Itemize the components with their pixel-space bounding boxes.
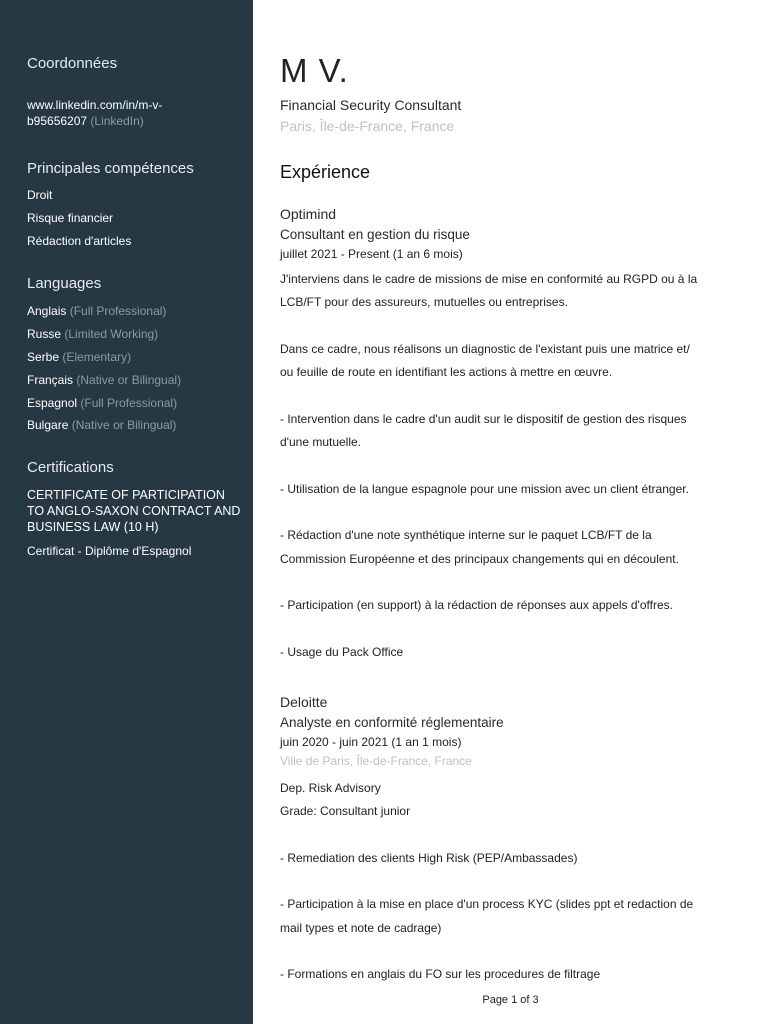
job-company: Optimind xyxy=(280,206,337,222)
language-item xyxy=(27,326,245,342)
contact-heading: Coordonnées xyxy=(27,55,118,72)
language-item xyxy=(27,372,245,388)
language-level: (Native or Bilingual) xyxy=(76,373,182,387)
language-level: (Native or Bilingual) xyxy=(71,418,177,432)
job-company: Deloitte xyxy=(280,694,328,710)
description-line: LCB/FT pour des assureurs, mutuelles ou entreprises. xyxy=(280,295,568,310)
description-line: Dans ce cadre, nous réalisons un diagnostic de l'existant puis une matrice et/ xyxy=(280,341,690,356)
description-line xyxy=(280,824,745,847)
description-line xyxy=(280,870,745,893)
description-line: - Utilisation de la langue espagnole pour une mission avec un client étranger. xyxy=(280,481,689,496)
description-line: - Participation (en support) à la rédaction de réponses aux appels d'offres. xyxy=(280,598,673,613)
description-line xyxy=(280,617,745,640)
certification-item: Certificat - Diplôme d'Espagnol xyxy=(27,544,192,558)
description-line xyxy=(280,501,745,524)
profile-headline: Financial Security Consultant xyxy=(280,97,462,113)
description-line xyxy=(280,940,745,963)
description-line: J'interviens dans le cadre de missions de mise en conformité au RGPD ou à la xyxy=(280,272,698,286)
main-content xyxy=(253,0,768,1024)
job-dates: juin 2020 - juin 2021 (1 an 1 mois) xyxy=(280,735,462,749)
job-role: Consultant en gestion du risque xyxy=(280,227,470,242)
language-name: Espagnol xyxy=(27,396,78,410)
description-line xyxy=(280,454,745,477)
language-level: (Full Professional) xyxy=(80,396,178,410)
language-name: Anglais xyxy=(27,304,67,318)
linkedin-tag: (LinkedIn) xyxy=(90,114,144,128)
description-line xyxy=(280,571,745,594)
language-level: (Full Professional) xyxy=(69,304,167,318)
description-line: - Usage du Pack Office xyxy=(280,644,404,659)
language-level: (Elementary) xyxy=(62,350,132,364)
language-name: Bulgare xyxy=(27,418,69,432)
job-dates: juillet 2021 - Present (1 an 6 mois) xyxy=(280,247,463,261)
languages-heading: Languages xyxy=(27,275,102,292)
experience-heading: Expérience xyxy=(280,162,371,182)
skill-item: Rédaction d'articles xyxy=(27,234,132,248)
description-line: - Rédaction d'une note synthétique interne sur le paquet LCB/FT de la xyxy=(280,528,652,543)
linkedin-url-line2: b95656207 xyxy=(27,114,88,128)
description-line: Commission Européenne et des principaux changements qui en découlent. xyxy=(280,551,679,566)
description-line: Grade: Consultant junior xyxy=(280,804,411,819)
certifications-heading: Certifications xyxy=(27,459,114,476)
description-line: d'une mutuelle. xyxy=(280,435,362,450)
skills-heading: Principales compétences xyxy=(27,160,194,177)
linkedin-url-line1: www.linkedin.com/in/m-v- xyxy=(27,98,163,112)
skill-item: Risque financier xyxy=(27,211,114,225)
job-description xyxy=(280,777,745,987)
profile-name: M V. xyxy=(280,52,349,89)
linkedin-link[interactable] xyxy=(27,97,245,129)
job-description xyxy=(280,268,745,664)
language-level: (Limited Working) xyxy=(64,327,159,341)
description-line xyxy=(280,384,745,407)
language-item xyxy=(27,395,245,411)
skill-item: Droit xyxy=(27,188,53,202)
description-line: Dep. Risk Advisory xyxy=(280,781,381,795)
certification-item: CERTIFICATE OF PARTICIPATION TO ANGLO-SAXON CONTRACT AND BUSINESS LAW (10 H) xyxy=(27,488,241,534)
description-line: - Intervention dans le cadre d'un audit sur le dispositif de gestion des risques xyxy=(280,411,687,426)
description-line: - Remediation des clients High Risk (PEP/Ambassades) xyxy=(280,850,578,865)
language-name: Russe xyxy=(27,327,62,341)
sidebar xyxy=(0,0,253,1024)
description-line: mail types et note de cadrage) xyxy=(280,920,442,935)
description-line: ou feuille de route en identifiant les actions à mettre en œuvre. xyxy=(280,365,613,380)
description-line: - Participation à la mise en place d'un process KYC (slides ppt et redaction de xyxy=(280,897,694,912)
job-location: Ville de Paris, Île-de-France, France xyxy=(280,754,472,768)
profile-location: Paris, Île-de-France, France xyxy=(280,118,455,134)
language-name: Français xyxy=(27,373,74,387)
language-name: Serbe xyxy=(27,350,60,364)
page-indicator: Page 1 of 3 xyxy=(482,994,539,1006)
language-item xyxy=(27,349,245,365)
language-item xyxy=(27,417,245,433)
description-line: - Formations en anglais du FO sur les procedures de filtrage xyxy=(280,967,601,982)
job-role: Analyste en conformité réglementaire xyxy=(280,715,504,730)
description-line xyxy=(280,315,745,338)
language-item xyxy=(27,303,245,319)
